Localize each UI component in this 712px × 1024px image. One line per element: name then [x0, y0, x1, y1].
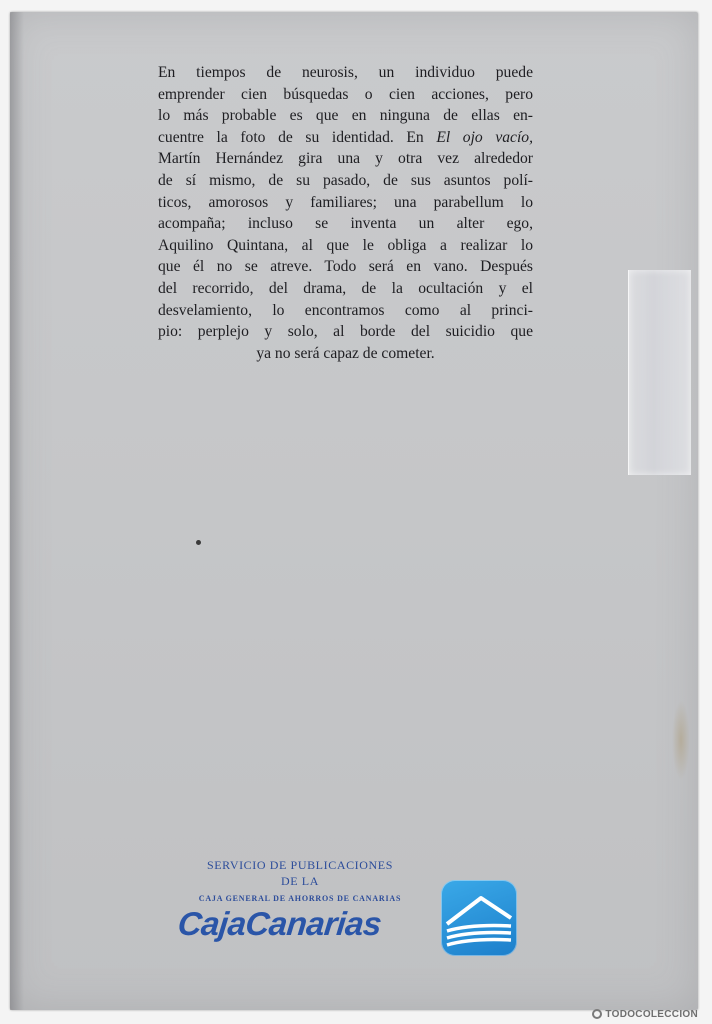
publisher-service-line: SERVICIO DE PUBLICACIONES — [206, 858, 394, 872]
synopsis-text — [158, 62, 533, 364]
ink-spot — [196, 540, 201, 545]
edge-wear-stain — [672, 700, 690, 780]
todocoleccion-icon — [592, 1009, 602, 1019]
cajacanarias-logo-icon — [441, 880, 517, 956]
synopsis-line: pio: perplejo y solo, al borde del suicidio que — [158, 323, 533, 341]
synopsis-line: que él no se atreve. Todo será en vano. Después — [158, 258, 533, 276]
synopsis-line-start: cuentre la foto de su identidad. En — [158, 128, 437, 146]
book-title-italic: El ojo vacío, — [436, 128, 533, 146]
synopsis-line: En tiempos de neurosis, un individuo puede — [158, 64, 533, 81]
synopsis-line: ticos, amorosos y familiares; una parabellum lo — [158, 193, 533, 211]
synopsis-line: ya no será capaz de cometer. — [256, 344, 435, 362]
spine-shadow — [10, 12, 24, 1010]
brand-wordmark: CajaCanarias — [176, 905, 384, 942]
synopsis-line: de sí mismo, de su pasado, de sus asuntos polí- — [158, 171, 533, 189]
publisher-bank-name: CAJA GENERAL DE AHORROS DE CANARIAS — [198, 894, 402, 903]
synopsis-line: desvelamiento, lo encontramos como al princi- — [158, 301, 533, 319]
synopsis-line: acompaña; incluso se inventa un alter ego, — [158, 215, 533, 233]
synopsis-line: Martín Hernández gira una y otra vez alrededor — [158, 150, 533, 168]
synopsis-line: emprender cien búsquedas o cien acciones, pero — [158, 85, 533, 103]
synopsis-line: del recorrido, del drama, de la ocultación y el — [158, 279, 533, 297]
publisher-block — [170, 857, 430, 905]
synopsis-line: Aquilino Quintana, al que le obliga a realizar lo — [158, 236, 533, 254]
watermark-text: TODOCOLECCION — [605, 1009, 698, 1020]
publisher-de-la-line: DE LA — [281, 874, 319, 888]
todocoleccion-watermark — [592, 1009, 698, 1020]
synopsis-line: lo más probable es que en ninguna de ellas en- — [158, 107, 533, 125]
synopsis-line — [158, 127, 533, 149]
adhesive-tape — [628, 270, 691, 475]
